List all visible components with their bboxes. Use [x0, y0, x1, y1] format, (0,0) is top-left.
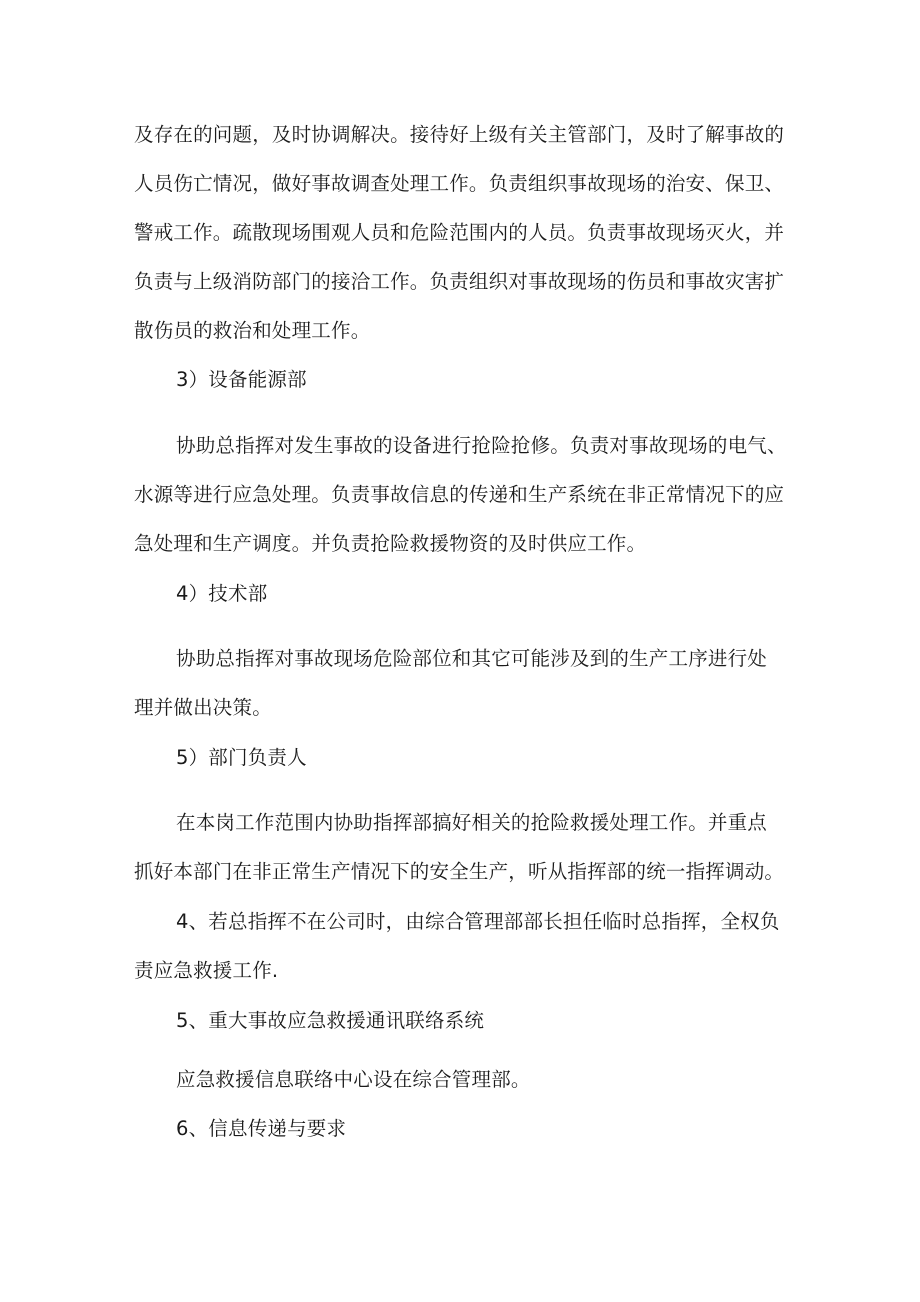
paragraph-line: 警戒工作。疏散现场围观人员和危险范围内的人员。负责事故现场灭火，并: [134, 221, 785, 244]
paragraph-line: 急处理和生产调度。并负责抢险救援物资的及时供应工作。: [134, 532, 647, 555]
section-heading-department-head: 5）部门负责人: [176, 746, 307, 769]
paragraph-line: 在本岗工作范围内协助指挥部搞好相关的抢险救援处理工作。并重点: [176, 811, 768, 834]
paragraph-line: 责应急救援工作.: [134, 959, 279, 982]
paragraph-line: 抓好本部门在非正常生产情况下的安全生产，听从指挥部的统一指挥调动。: [134, 860, 785, 883]
section-heading-communication: 5、重大事故应急救援通讯联络系统: [176, 1009, 485, 1032]
paragraph-line: 及存在的问题，及时协调解决。接待好上级有关主管部门，及时了解事故的: [134, 123, 785, 146]
section-heading-equipment-energy: 3）设备能源部: [176, 368, 307, 391]
paragraph-line: 应急救援信息联络中心设在综合管理部。: [176, 1068, 531, 1091]
paragraph-line: 负责与上级消防部门的接洽工作。负责组织对事故现场的伤员和事故灾害扩: [134, 270, 785, 293]
paragraph-line: 散伤员的救治和处理工作。: [134, 319, 371, 342]
paragraph-line: 4、若总指挥不在公司时，由综合管理部部长担任临时总指挥，全权负: [176, 910, 780, 933]
section-heading-technical: 4）技术部: [176, 582, 268, 605]
paragraph-line: 协助总指挥对发生事故的设备进行抢险抢修。负责对事故现场的电气、: [176, 434, 787, 457]
paragraph-line: 理并做出决策。: [134, 696, 272, 719]
paragraph-line: 水源等进行应急处理。负责事故信息的传递和生产系统在非正常情况下的应: [134, 483, 785, 506]
paragraph-line: 人员伤亡情况，做好事故调查处理工作。负责组织事故现场的治安、保卫、: [134, 172, 785, 195]
section-heading-information-transfer: 6、信息传递与要求: [176, 1117, 347, 1140]
paragraph-line: 协助总指挥对事故现场危险部位和其它可能涉及到的生产工序进行处: [176, 647, 768, 670]
